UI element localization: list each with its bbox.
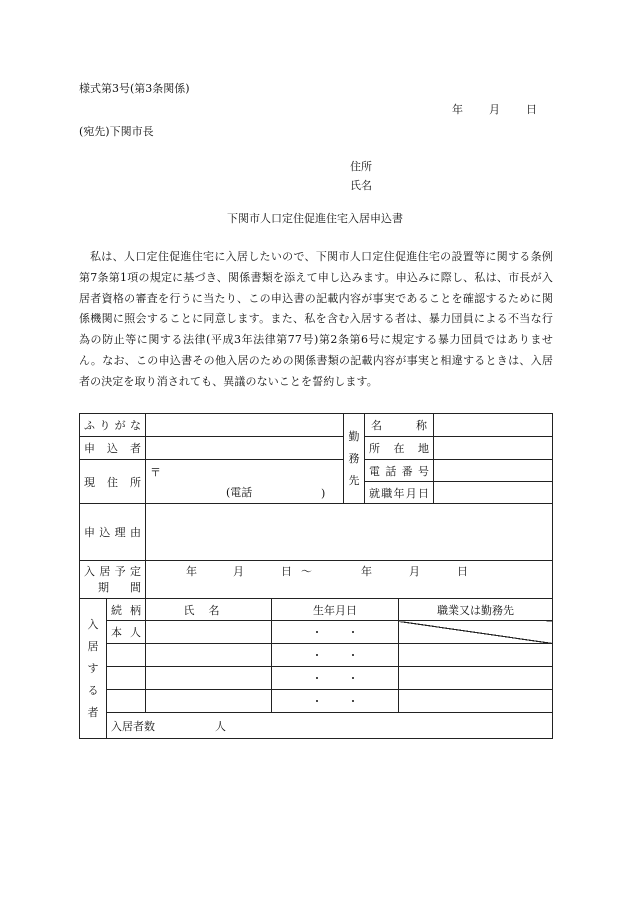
- period-day-2: 日: [457, 565, 468, 578]
- period-year-2: 年: [361, 565, 372, 578]
- resident-count-field[interactable]: [107, 713, 553, 739]
- document-title: 下関市人口定住促進住宅入居申込書: [227, 212, 403, 225]
- workplace-name-label: 名称: [365, 414, 434, 437]
- residents-header-row: [80, 599, 553, 621]
- col-occupation-header: 職業又は勤務先: [399, 599, 553, 621]
- workplace-char-1: 勤: [348, 429, 360, 443]
- period-field[interactable]: [146, 561, 553, 599]
- resident-birth-field-4[interactable]: [272, 690, 399, 713]
- resident-name-field-1[interactable]: [146, 621, 272, 644]
- period-label: [80, 561, 146, 599]
- date-month-label: 月: [489, 103, 500, 116]
- workplace-phone-field[interactable]: [434, 460, 553, 482]
- reason-field[interactable]: [146, 504, 553, 561]
- resident-occupation-field-4[interactable]: [399, 690, 553, 713]
- birth-dot: ・: [347, 649, 359, 662]
- workplace-location-label: 所在地: [365, 437, 434, 460]
- resident-occupation-field-2[interactable]: [399, 644, 553, 667]
- applicant-field[interactable]: [146, 437, 344, 460]
- period-label-line-2: 期間: [98, 580, 141, 594]
- resident-row: [80, 667, 553, 690]
- postal-mark: 〒: [150, 466, 161, 479]
- self-label: 本人: [107, 621, 146, 644]
- pledge-paragraph: 私は、人口定住促進住宅に入居したいので、下関市人口定住促進住宅の設置等に関する条例第7条第1項の規定に基づき、関係書類を添えて申し込みます。申込みに際し、私は、市長が入居者資格の審査を行うに当たり、この申込書の記載内容が事実であることを確認するために関係機関に照会することに同意します。また、私を含む入居する者は、暴力団員による不当な行為の防止等に関する法律(平成3年法律第77号)第2条第6号に規定する暴力団員ではありません。なお、この申込書その他入居のための関係書類の記載内容が事実と相違するときは、入居者の決定を取り消されても、異議のないことを誓約します。: [79, 250, 553, 388]
- period-tilde: 〜: [301, 565, 312, 578]
- furigana-row: [80, 414, 553, 437]
- birth-dot: ・: [311, 649, 323, 662]
- period-month-2: 月: [409, 565, 420, 578]
- address-row-1: [80, 460, 553, 482]
- workplace-label: [344, 414, 365, 504]
- date-year-label: 年: [452, 103, 463, 116]
- period-row: [80, 561, 553, 599]
- workplace-location-field[interactable]: [434, 437, 553, 460]
- residents-char-5: 者: [87, 705, 99, 719]
- application-table: [79, 413, 553, 739]
- resident-relation-field-3[interactable]: [107, 667, 146, 690]
- furigana-field[interactable]: [146, 414, 344, 437]
- residents-char-4: る: [87, 683, 99, 697]
- applicant-label: 申込者: [80, 437, 146, 460]
- resident-row: [80, 690, 553, 713]
- period-label-line-1: 入居予定: [84, 564, 141, 578]
- workplace-char-3: 先: [348, 473, 360, 487]
- resident-occupation-field-3[interactable]: [399, 667, 553, 690]
- phone-open-label: (電話: [226, 486, 253, 499]
- resident-count-label: 入居者数: [111, 719, 155, 733]
- resident-name-field-4[interactable]: [146, 690, 272, 713]
- resident-birth-field-3[interactable]: [272, 667, 399, 690]
- col-name-header: 氏名: [146, 599, 272, 621]
- residents-char-1: 入: [87, 617, 99, 631]
- birth-dot: ・: [347, 626, 359, 639]
- resident-row: [80, 644, 553, 667]
- residents-char-3: す: [87, 661, 99, 675]
- workplace-name-field[interactable]: [434, 414, 553, 437]
- furigana-label: ふりがな: [80, 414, 146, 437]
- phone-close-label: ): [321, 487, 326, 500]
- resident-count-row: [80, 713, 553, 739]
- workplace-phone-label: 電話番号: [365, 460, 434, 482]
- col-relation-header: 続柄: [107, 599, 146, 621]
- resident-row-self: [80, 621, 553, 644]
- birth-dot: ・: [311, 626, 323, 639]
- period-day-1: 日: [281, 565, 292, 578]
- resident-name-field-2[interactable]: [146, 644, 272, 667]
- birth-dot: ・: [311, 695, 323, 708]
- birth-dot: ・: [347, 695, 359, 708]
- period-month-1: 月: [233, 565, 244, 578]
- applicant-address-label: 住所: [350, 160, 372, 173]
- residents-char-2: 居: [87, 639, 99, 653]
- current-address-field[interactable]: [146, 460, 344, 504]
- col-birth-header: 生年月日: [272, 599, 399, 621]
- application-date: [452, 101, 537, 117]
- resident-count-unit: 人: [215, 719, 226, 733]
- employment-date-label: 就職年月日: [365, 482, 434, 504]
- workplace-char-2: 務: [348, 451, 360, 465]
- resident-relation-field-2[interactable]: [107, 644, 146, 667]
- resident-birth-field-2[interactable]: [272, 644, 399, 667]
- resident-occupation-field-1: [399, 621, 553, 644]
- applicant-row: [80, 437, 553, 460]
- applicant-name-label: 氏名: [350, 179, 372, 192]
- addressee: (宛先)下関市長: [79, 125, 154, 138]
- form-number: 様式第3号(第3条関係): [79, 82, 190, 95]
- current-address-label: 現住所: [80, 460, 146, 504]
- birth-dot: ・: [347, 672, 359, 685]
- resident-name-field-3[interactable]: [146, 667, 272, 690]
- birth-dot: ・: [311, 672, 323, 685]
- reason-label: 申込理由: [80, 504, 146, 561]
- residents-label: [80, 599, 107, 739]
- employment-date-field[interactable]: [434, 482, 553, 504]
- reason-row: [80, 504, 553, 561]
- period-year-1: 年: [186, 565, 197, 578]
- resident-birth-field-1[interactable]: [272, 621, 399, 644]
- date-day-label: 日: [526, 103, 537, 116]
- resident-relation-field-4[interactable]: [107, 690, 146, 713]
